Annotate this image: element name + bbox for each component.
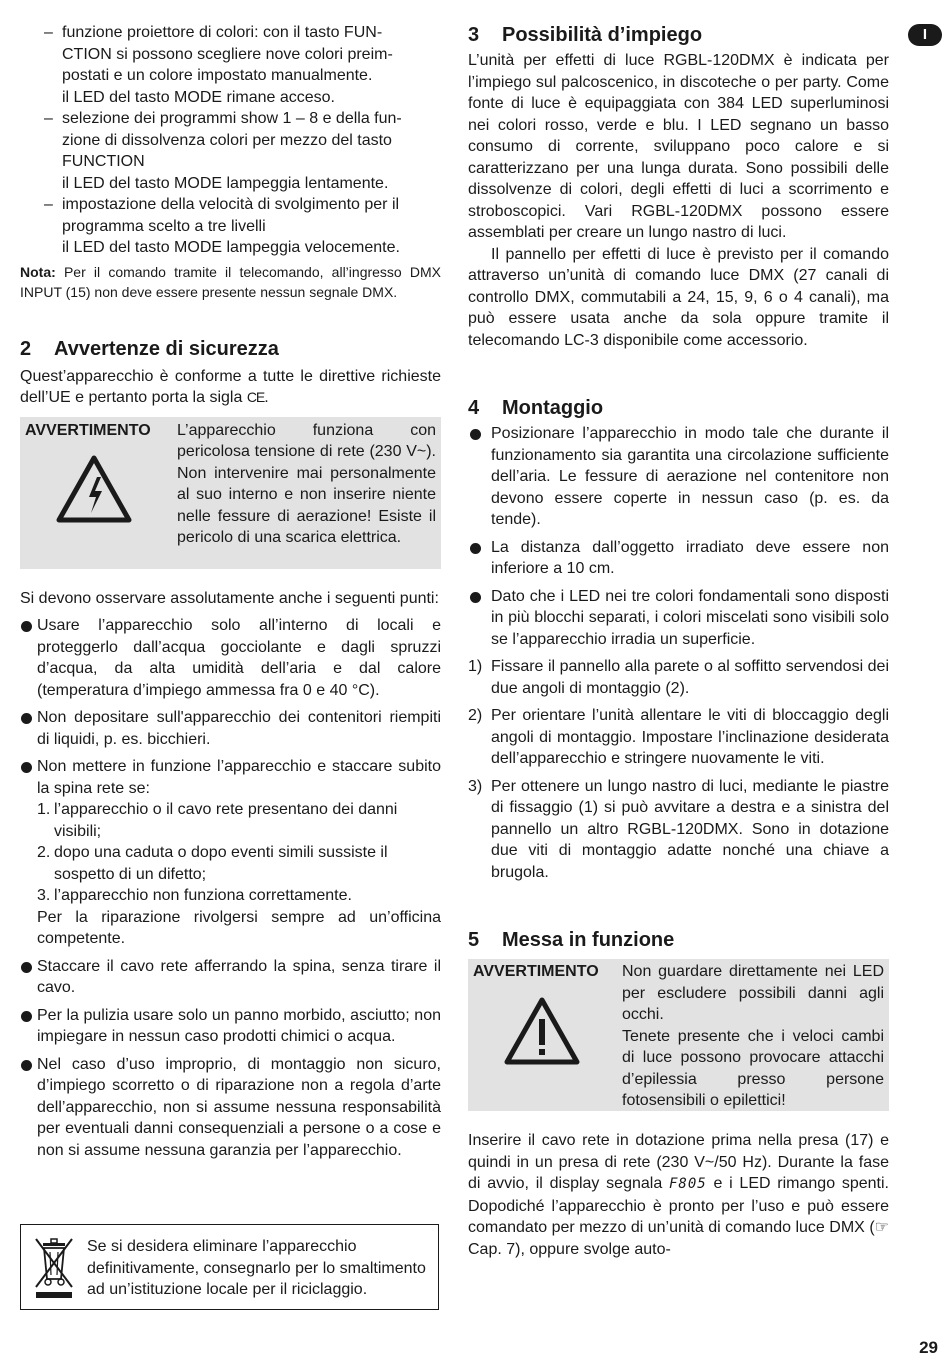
section-heading-5: 5 Messa in funzione (468, 929, 675, 951)
warning-box (468, 959, 889, 1111)
right-column (468, 22, 889, 1260)
paragraph: L’unità per effetti di luce RGBL-120DMX è indicata per l’impiego sul palcoscenico, in discoteche o per party. Come fonte di luce è equipaggiata con 384 LED superluminosi nei colori rosso, verde e blu. I LED segnano un basso consumo di corrente, sviluppano poco calore e si caratterizzano per una lunga durata. Sono possibili delle dissolvenze di colori, degli effetti di luci a scorrimento e stroboscopici. Vari RGBL-120DMX possono essere assemblati per creare un lungo nastro di luci. (468, 52, 889, 241)
list-item: Posizionare l’apparecchio in modo tale che durante il funzionamento sia garantita una circolazione sufficiente dell’aria. Le fessure di aerazione nel contenitore non devono essere coperte in nessun caso (p. es. da tende). (468, 423, 889, 531)
list-item: – impostazione della velocità di svolgimento per il programma scelto a tre livelli il LED del tasto MODE lampeggia velocemente. (44, 196, 400, 256)
list-item: Usare l’apparecchio solo all’interno di locali e proteggerlo dall’acqua gocciolante e dagli spruzzi d’acqua, da alta umidità dell’aria e dal calore (temperatura d’impiego ammessa fra 0 e 40 °C). (20, 615, 441, 701)
observe-text: Si devono osservare assolutamente anche i seguenti punti: (20, 589, 439, 607)
list-item: 1) Fissare il pannello alla parete o al soffitto servendosi dei due angoli di montaggio (2). (468, 658, 889, 697)
list-item: La distanza dall’oggetto irradiato deve essere non inferiore a 10 cm. (468, 537, 889, 580)
bullet-icon (21, 1060, 32, 1071)
list-item: Non depositare sull'apparecchio dei contenitori riempiti di liquidi, p. es. bicchieri. (20, 707, 441, 750)
language-tab: I (908, 24, 942, 46)
list-item: Non mettere in funzione l’apparecchio e staccare subito la spina rete se: 1. l’apparecchio o il cavo rete presentano dei danni visibili; 2. dopo una caduta o dopo eventi simili sussiste il sospetto di un difetto; 3. l’apparecchio non funziona correttamente. Per la riparazione rivolgersi sempre ad un’officina competente. (20, 756, 441, 950)
warning-text: Non guardare direttamente nei LED per escludere possibili danni agli occhi. Tenete presente che i veloci cambi di luce possono provocare attacchi d’epilessia presso persone fotosensibili o epilettici! (622, 963, 884, 1109)
list-item: – selezione dei programmi show 1 – 8 e della fun- zione di dissolvenza colori per mezzo del tasto FUNCTION il LED del tasto MODE lampeggia lentamente. (44, 110, 402, 192)
page-number: 29 (919, 1338, 938, 1357)
bullet-icon (21, 1011, 32, 1022)
warning-label: AVVERTIMENTO (473, 963, 599, 980)
warning-label: AVVERTIMENTO (25, 421, 151, 439)
list-item: 2) Per orientare l’unità allentare le viti di bloccaggio degli angoli di montaggio. Impostare l’inclinazione desiderata dell’apparecchio e stringere nuovamente le viti. (468, 707, 889, 767)
section-2-intro: Quest’apparecchio è conforme a tutte le direttive richieste dell’UE e pertanto porta la sigla CE. (20, 367, 441, 406)
bullet-icon (470, 543, 481, 554)
crossed-bin-icon (33, 1235, 75, 1299)
disposal-text: Se si desidera eliminare l’apparecchio definitivamente, consegnarlo per lo smaltimento ad un’istituzione locale per il riciclaggio. (87, 1238, 426, 1298)
bullet-icon (21, 621, 32, 632)
high-voltage-warning-icon (56, 455, 132, 523)
list-item: Dato che i LED nei tre colori fondamentali sono disposti in più blocchi separati, i colori miscelati sono visibili solo se l’apparecchio irradia un superficie. (468, 586, 889, 651)
section-heading-2: 2 Avvertenze di sicurezza (20, 337, 279, 360)
exclamation-warning-icon (504, 997, 580, 1065)
paragraph: Il pannello per effetti di luce è previsto per il comando attraverso un’unità di comando luce DMX (27 canali di controllo DMX, commutabili a 24, 15, 9, 6 o 4 canali), ma può essere usata anche da sola oppure tramite il telecomando LC-3 disponibile come accessorio. (468, 245, 889, 349)
display-code: F805 (668, 1176, 707, 1192)
note: Nota: Per il comando tramite il telecomando, all’ingresso DMX INPUT (15) non deve essere presente nessun segnale DMX. (20, 263, 441, 300)
section-heading-3: 3 Possibilità d’impiego (468, 24, 703, 46)
list-item: Per la pulizia usare solo un panno morbido, asciutto; non impiegare in nessun caso prodotti chimici o acqua. (20, 1005, 441, 1048)
list-item: Staccare il cavo rete afferrando la spina, senza tirare il cavo. (20, 956, 441, 999)
left-column (20, 22, 441, 1161)
list-item: Nel caso d’uso improprio, di montaggio non sicuro, d’impiego scorretto o di riparazione non a regola d’arte dell’apparecchio, non si assume nessuna responsabilità per eventuali danni consequenziali a persone o a cose e non si assume nessuna garanzia per l’apparecchio. (20, 1054, 441, 1162)
warning-text: L’apparecchio funziona con pericolosa tensione di rete (230 V~). Non intervenire mai personalmente al suo interno e non inserire niente nelle fessure di aerazione! Esiste il pericolo di una scarica elettrica. (177, 421, 436, 546)
disposal-box (20, 1224, 439, 1310)
section-heading-4: 4 Montaggio (468, 397, 604, 419)
paragraph: Inserire il cavo rete in dotazione prima nella presa (17) e quindi in un presa di rete (230 V~/50 Hz). Durante la fase di avvio, il display segnala F805 e i LED rimango spenti. Dopodiché l’apparecchio è pronto per l’uso e può essere comandato per mezzo di un’unità di comando luce DMX (☞ Cap. 7), oppure svolge auto- (468, 1132, 889, 1258)
bullet-icon (470, 592, 481, 603)
list-item: 3) Per ottenere un lungo nastro di luci, mediante le piastre di fissaggio (1) si può avvitare a destra e a sinistra del pannello un altro RGBL-120DMX. Sono in dotazione due viti di montaggio adatte nonché una chiave a brugola. (468, 777, 889, 881)
bullet-icon (470, 429, 481, 440)
list-item: – funzione proiettore di colori: con il tasto FUN- CTION si possono scegliere nove colori preim- postati e un colore impostato manualmente. il LED del tasto MODE rimane acceso. (44, 24, 393, 106)
bullet-icon (21, 962, 32, 973)
pointing-hand-icon: ☞ (874, 1219, 889, 1236)
warning-box (20, 417, 441, 569)
bullet-icon (21, 762, 32, 773)
bullet-icon (21, 713, 32, 724)
ce-mark: CE (246, 389, 265, 405)
